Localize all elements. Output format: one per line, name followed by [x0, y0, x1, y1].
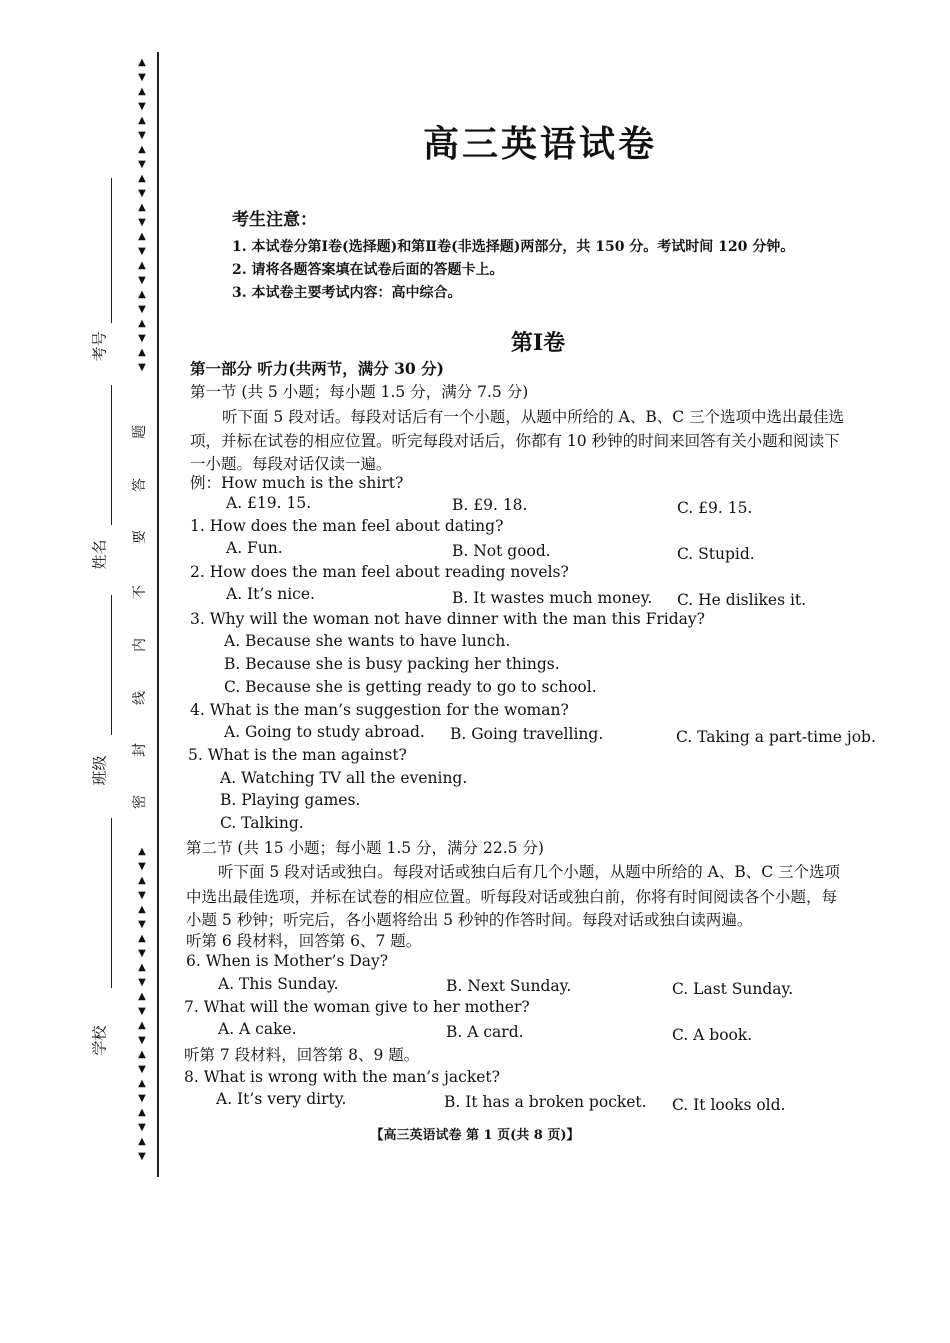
- instruction-line: 项，并标在试卷的相应位置。听完每段对话后，你都有 10 秒钟的时间来回答有关小题和阅读下: [190, 432, 840, 450]
- notice-heading: 考生注意：: [232, 210, 317, 230]
- seal-char-ti: 题: [132, 425, 148, 439]
- seal-char-feng: 封: [132, 743, 148, 757]
- q4-option-b: B. Going travelling.: [450, 725, 604, 743]
- q8-option-c: C. It looks old.: [672, 1096, 786, 1114]
- q4-option-c: C. Taking a part-time job.: [676, 728, 876, 746]
- instruction-line: 中选出最佳选项，并标在试卷的相应位置。听每段对话或独白前，你将有时间阅读各个小题，每: [186, 888, 838, 906]
- question-1: 1. How does the man feel about dating?: [190, 517, 504, 535]
- q6-option-a: A. This Sunday.: [218, 975, 339, 993]
- triangle-border-bottom: ▲ ▼ ▲ ▼ ▲ ▼ ▲ ▼ ▲ ▼ ▲ ▼ ▲ ▼ ▲ ▼ ▲ ▼ ▲ ▼ ▲ ▼: [138, 846, 146, 1162]
- example-option-b: B. £9. 18.: [452, 496, 528, 514]
- section-heading: 第一节 (共 5 小题；每小题 1.5 分，满分 7.5 分): [190, 383, 529, 401]
- school-label: 学校: [90, 1025, 109, 1056]
- q2-option-a: A. It’s nice.: [226, 585, 315, 603]
- question-7: 7. What will the woman give to her mother?: [184, 998, 530, 1016]
- question-8: 8. What is wrong with the man’s jacket?: [184, 1068, 500, 1086]
- q6-option-c: C. Last Sunday.: [672, 980, 794, 998]
- seal-char-da: 答: [132, 478, 148, 492]
- instruction-line: 听下面 5 段对话。每段对话后有一个小题，从题中所给的 A、B、C 三个选项中选出最佳选: [222, 408, 845, 426]
- instruction-line: 小题 5 秒钟；听完后，各小题将给出 5 秒钟的作答时间。每段对话或独白读两遍。: [186, 911, 753, 929]
- name-label: 姓名: [90, 539, 109, 570]
- school-line: [111, 818, 112, 988]
- material-heading: 听第 6 段材料，回答第 6、7 题。: [186, 932, 422, 950]
- seal-char-mi: 密: [132, 795, 148, 809]
- class-line: [111, 595, 112, 735]
- question-6: 6. When is Mother’s Day?: [186, 952, 389, 970]
- triangle-border-top: ▲ ▼ ▲ ▼ ▲ ▼ ▲ ▼ ▲ ▼ ▲ ▼ ▲ ▼ ▲ ▼ ▲ ▼ ▲ ▼ ▲ ▼: [138, 57, 146, 373]
- question-2: 2. How does the man feel about reading novels?: [190, 563, 569, 581]
- q5-option-b: B. Playing games.: [220, 791, 361, 809]
- q3-option-c: C. Because she is getting ready to go to school.: [224, 678, 597, 696]
- notice-item: 1. 本试卷分第Ⅰ卷(选择题)和第Ⅱ卷(非选择题)两部分，共 150 分。考试时间 120 分钟。: [232, 239, 795, 255]
- seal-char-xian: 线: [132, 691, 148, 705]
- q1-option-c: C. Stupid.: [677, 545, 755, 563]
- q7-option-c: C. A book.: [672, 1026, 753, 1044]
- question-4: 4. What is the man’s suggestion for the woman?: [190, 701, 569, 719]
- q7-option-b: B. A card.: [446, 1023, 524, 1041]
- q6-option-b: B. Next Sunday.: [446, 977, 572, 995]
- instruction-line: 一小题。每段对话仅读一遍。: [190, 455, 392, 473]
- seal-char-nei: 内: [132, 638, 148, 652]
- question-5: 5. What is the man against?: [188, 746, 407, 764]
- volume-title: 第Ⅰ卷: [510, 330, 566, 356]
- notice-item: 3. 本试卷主要考试内容：高中综合。: [232, 285, 462, 301]
- q5-option-a: A. Watching TV all the evening.: [220, 769, 468, 787]
- page-title: 高三英语试卷: [422, 123, 657, 165]
- exam-number-label: 考号: [90, 331, 109, 362]
- part-heading: 第一部分 听力(共两节，满分 30 分): [190, 359, 444, 378]
- q2-option-c: C. He dislikes it.: [677, 591, 807, 609]
- example-question: 例：How much is the shirt?: [190, 474, 404, 492]
- material-heading: 听第 7 段材料，回答第 8、9 题。: [184, 1046, 420, 1064]
- q3-option-a: A. Because she wants to have lunch.: [224, 632, 511, 650]
- q8-option-b: B. It has a broken pocket.: [444, 1093, 647, 1111]
- exam-number-line: [111, 178, 112, 323]
- q1-option-b: B. Not good.: [452, 542, 551, 560]
- class-label: 班级: [90, 755, 109, 786]
- q1-option-a: A. Fun.: [226, 539, 283, 557]
- q4-option-a: A. Going to study abroad.: [224, 723, 425, 741]
- seal-char-bu: 不: [132, 585, 148, 599]
- name-line: [111, 385, 112, 525]
- instruction-line: 听下面 5 段对话或独白。每段对话或独白后有几个小题，从题中所给的 A、B、C 三个选项: [218, 863, 841, 881]
- example-option-c: C. £9. 15.: [677, 499, 753, 517]
- q2-option-b: B. It wastes much money.: [452, 589, 653, 607]
- section-heading: 第二节 (共 15 小题；每小题 1.5 分，满分 22.5 分): [186, 839, 544, 857]
- binding-line: [157, 52, 159, 1177]
- q5-option-c: C. Talking.: [220, 814, 304, 832]
- q3-option-b: B. Because she is busy packing her things.: [224, 655, 560, 673]
- q7-option-a: A. A cake.: [218, 1020, 297, 1038]
- example-option-a: A. £19. 15.: [226, 494, 312, 512]
- seal-char-yao: 要: [132, 530, 148, 544]
- page-footer: 【高三英语试卷 第 1 页(共 8 页)】: [370, 1128, 580, 1143]
- q8-option-a: A. It’s very dirty.: [216, 1090, 347, 1108]
- question-3: 3. Why will the woman not have dinner with the man this Friday?: [190, 610, 705, 628]
- notice-item: 2. 请将各题答案填在试卷后面的答题卡上。: [232, 262, 504, 278]
